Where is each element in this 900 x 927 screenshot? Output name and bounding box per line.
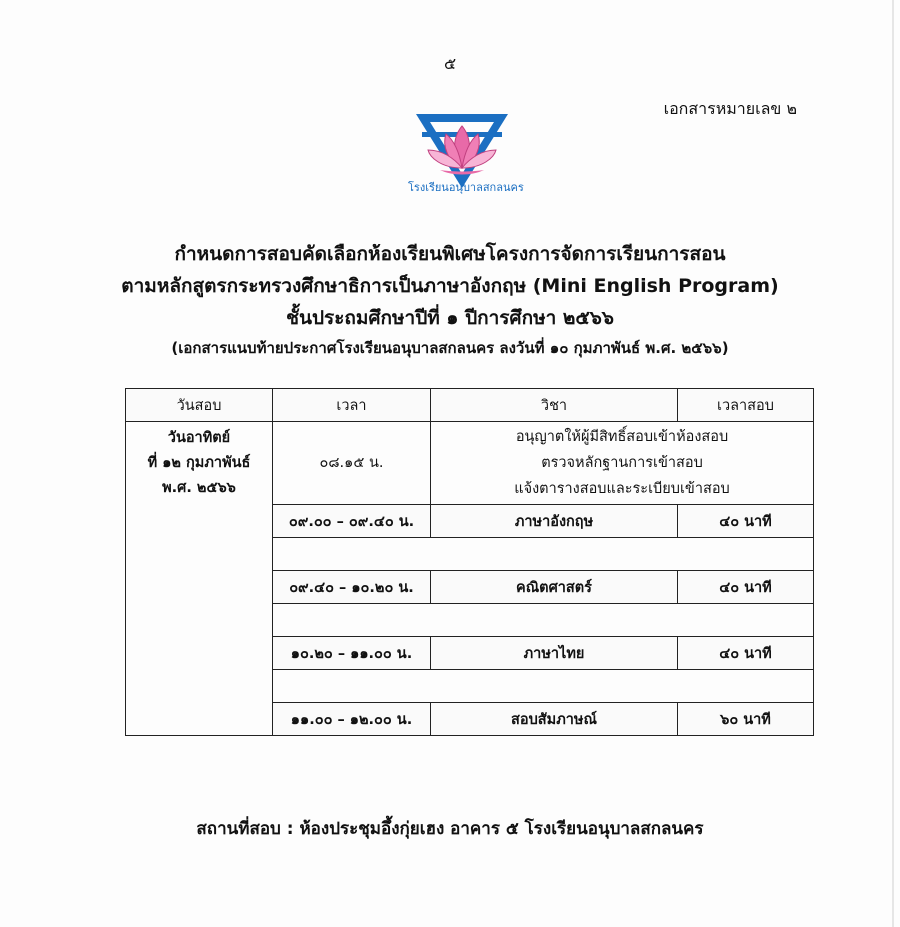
registration-time: ๐๘.๑๕ น.: [273, 422, 431, 505]
title-block: [0, 238, 900, 362]
break-cell: [273, 538, 814, 571]
exam-duration: ๔๐ นาที: [678, 571, 814, 604]
registration-steps: [431, 422, 814, 505]
registration-step: ตรวจหลักฐานการเข้าสอบ: [541, 455, 703, 471]
exam-duration: ๔๐ นาที: [678, 637, 814, 670]
exam-duration: ๔๐ นาที: [678, 505, 814, 538]
exam-duration: ๖๐ นาที: [678, 703, 814, 736]
table-header-row: [126, 389, 814, 422]
title-line-1: กำหนดการสอบคัดเลือกห้องเรียนพิเศษโครงการจัดการเรียนการสอน: [174, 243, 726, 265]
registration-step: อนุญาตให้ผู้มีสิทธิ์สอบเข้าห้องสอบ: [515, 429, 729, 445]
header-subject: วิชา: [431, 389, 678, 422]
exam-subject: คณิตศาสตร์: [431, 571, 678, 604]
exam-time: ๑๐.๒๐ – ๑๑.๐๐ น.: [273, 637, 431, 670]
exam-schedule-table: [125, 388, 814, 736]
exam-date-line-3: พ.ศ. ๒๕๖๖: [162, 480, 236, 496]
header-time: เวลา: [273, 389, 431, 422]
exam-date-line-1: วันอาทิตย์: [167, 430, 231, 446]
header-exam-day: วันสอบ: [126, 389, 273, 422]
exam-subject: สอบสัมภาษณ์: [431, 703, 678, 736]
exam-date-line-2: ที่ ๑๒ กุมภาพันธ์: [147, 455, 251, 471]
exam-time: ๐๙.๐๐ – ๐๙.๔๐ น.: [273, 505, 431, 538]
exam-subject: ภาษาไทย: [431, 637, 678, 670]
header-duration: เวลาสอบ: [678, 389, 814, 422]
break-cell: [273, 604, 814, 637]
title-line-4: (เอกสารแนบท้ายประกาศโรงเรียนอนุบาลสกลนคร ลงวันที่ ๑๐ กุมภาพันธ์ พ.ศ. ๒๕๖๖): [171, 339, 729, 357]
page-number: ๕: [443, 54, 457, 73]
title-line-3: ชั้นประถมศึกษาปีที่ ๑ ปีการศึกษา ๒๕๖๖: [286, 307, 614, 329]
logo-school-name: โรงเรียนอนุบาลสกลนคร: [408, 181, 524, 194]
registration-row: [126, 422, 814, 505]
exam-venue: สถานที่สอบ : ห้องประชุมอึ้งกุ่ยเฮง อาคาร ๕ โรงเรียนอนุบาลสกลนคร: [196, 819, 704, 839]
exam-date-cell: [126, 422, 273, 736]
registration-step: แจ้งตารางสอบและระเบียบเข้าสอบ: [514, 481, 730, 497]
document-reference: เอกสารหมายเลข ๒: [663, 99, 797, 118]
exam-time: ๐๙.๔๐ – ๑๐.๒๐ น.: [273, 571, 431, 604]
exam-time: ๑๑.๐๐ – ๑๒.๐๐ น.: [273, 703, 431, 736]
page-edge-shadow: [892, 0, 894, 927]
break-cell: [273, 670, 814, 703]
title-line-2: ตามหลักสูตรกระทรวงศึกษาธิการเป็นภาษาอังกฤษ (Mini English Program): [121, 275, 779, 297]
exam-subject: ภาษาอังกฤษ: [431, 505, 678, 538]
